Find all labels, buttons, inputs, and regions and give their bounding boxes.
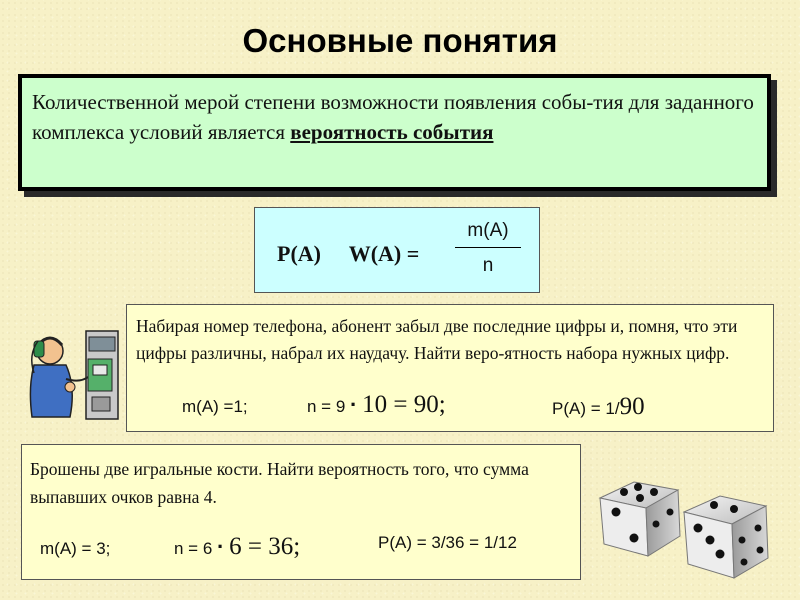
person-phone-icon <box>20 325 124 425</box>
problem-phone-n: n = 9 · 10 = 90; <box>307 391 446 418</box>
problem-dice-p: P(A) = 3/36 = 1/12 <box>378 533 517 552</box>
formula-denominator: n <box>482 255 494 276</box>
definition-text: Количественной мерой степени возможности появления собы-тия для заданного комплекса условий является <box>32 90 754 144</box>
problem-dice-text: Брошены две игральные кости. Найти вероятность того, что сумма выпавших очков равна 4. <box>30 459 529 507</box>
probability-formula-box <box>254 207 540 293</box>
problem-dice-box <box>21 444 581 580</box>
definition-term: вероятность события <box>290 120 494 144</box>
slide-title: Основные понятия <box>242 22 558 59</box>
problem-phone-p: P(A) = 1/90 <box>552 393 645 420</box>
formula-fraction <box>455 220 521 277</box>
dice-icon <box>594 478 784 588</box>
fraction-bar <box>455 247 521 248</box>
problem-dice-m: m(A) = 3; <box>40 539 111 558</box>
problem-dice-n: n = 6 · 6 = 36; <box>174 533 301 560</box>
definition-box <box>18 74 771 191</box>
formula-numerator: m(A) <box>467 220 509 241</box>
problem-phone-text: Набирая номер телефона, абонент забыл две последние цифры и, помня, что эти цифры различны, набрал их наудачу. Найти веро-ятность набора нужных цифр. <box>136 316 738 363</box>
formula-lhs: P(A) ⃞ W(A) = <box>277 241 420 266</box>
problem-phone-box <box>126 304 774 432</box>
problem-phone-m: m(A) =1; <box>182 397 248 416</box>
